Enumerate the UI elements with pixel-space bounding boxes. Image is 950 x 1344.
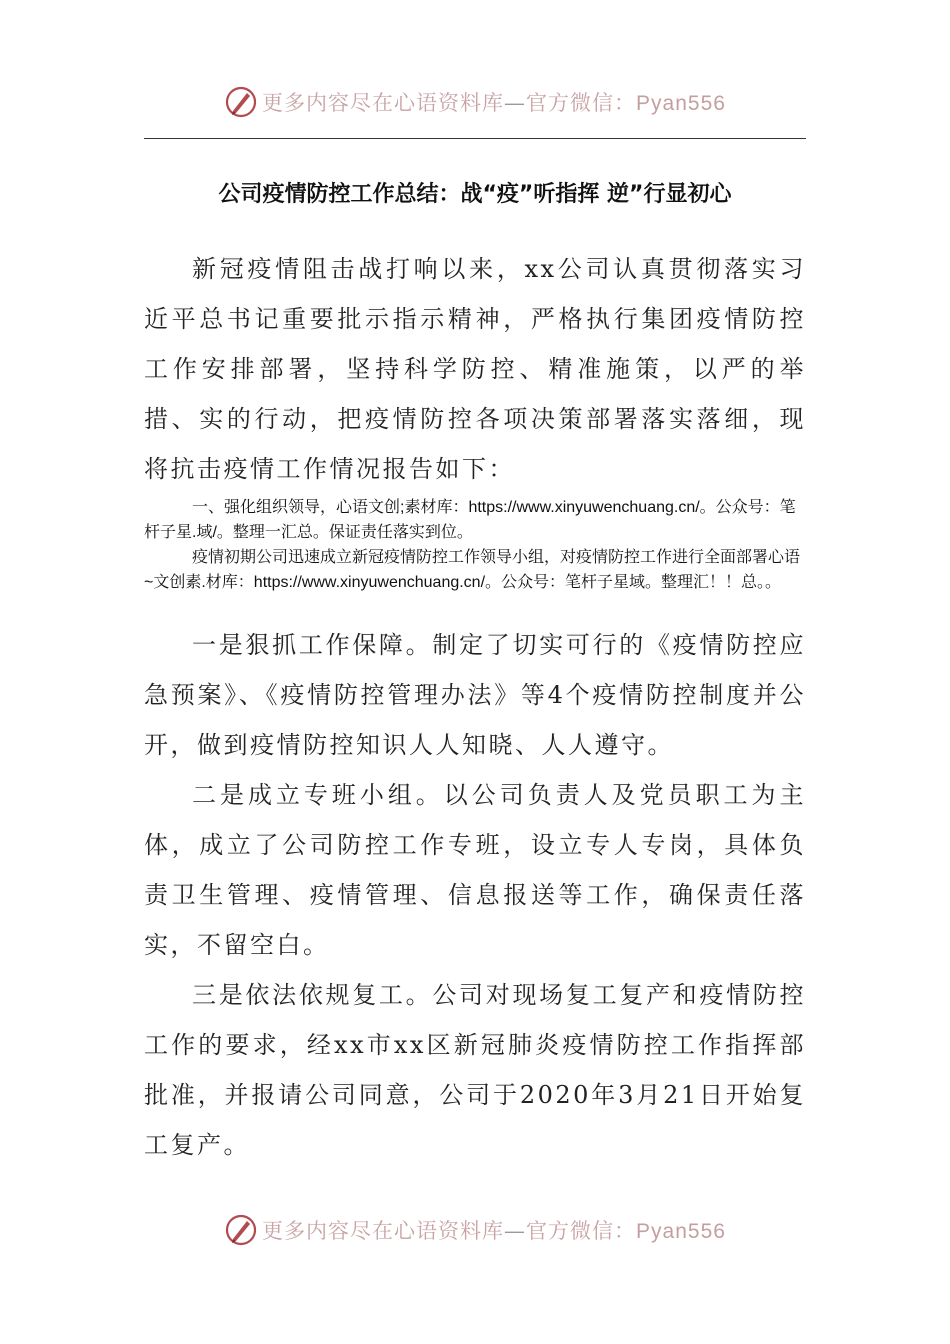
footer-watermark [0,1210,950,1250]
points-list [144,620,806,1170]
section-heading: 一、强化组织领导，心语文创;素材库：https://www.xinyuwenchuang.cn/。公众号：笔杆子星.域/。整理一汇总。保证责任落实到位。 [144,499,796,541]
point-paragraph-3: 三是依法依规复工。公司对现场复工复产和疫情防控工作的要求，经xx市xx区新冠肺炎疫情防控工作指挥部批准，并报请公司同意，公司于2020年3月21日开始复工复产。 [144,981,806,1159]
document-title: 公司疫情防控工作总结：战“疫”听指挥 逆”行显初心 [218,182,732,207]
point-paragraph-2: 二是成立专班小组。以公司负责人及党员职工为主体，成立了公司防控工作专班，设立专人专岗，具体负责卫生管理、疫情管理、信息报送等工作，确保责任落实，不留空白。 [144,781,806,959]
pen-logo-icon [224,85,258,119]
watermark-text: 更多内容尽在心语资料库—官方微信：Pyan556 [262,1219,726,1243]
intro-paragraph: 新冠疫情阻击战打响以来，xx公司认真贯彻落实习近平总书记重要批示指示精神，严格执行集团疫情防控工作安排部署，坚持科学防控、精准施策，以严的举措、实的行动，把疫情防控各项决策部署落实落细，现将抗击疫情工作情况报告如下： [144,255,806,483]
section-body: 疫情初期公司迅速成立新冠疫情防控工作领导小组，对疫情防控工作进行全面部署心语~文创素.材库：https://www.xinyuwenchuang.cn/。公众号：笔杆子星域。整理汇！！总。。 [144,549,801,591]
pen-logo-icon [224,1213,258,1247]
header-watermark [0,82,950,122]
point-paragraph-1: 一是狠抓工作保障。制定了切实可行的《疫情防控应急预案》、《疫情防控管理办法》等4个疫情防控制度并公开，做到疫情防控知识人人知晓、人人遵守。 [144,631,806,759]
document-body [144,244,806,494]
section-one [144,495,806,595]
watermark-text: 更多内容尽在心语资料库—官方微信：Pyan556 [262,91,726,115]
header-divider [144,138,806,139]
